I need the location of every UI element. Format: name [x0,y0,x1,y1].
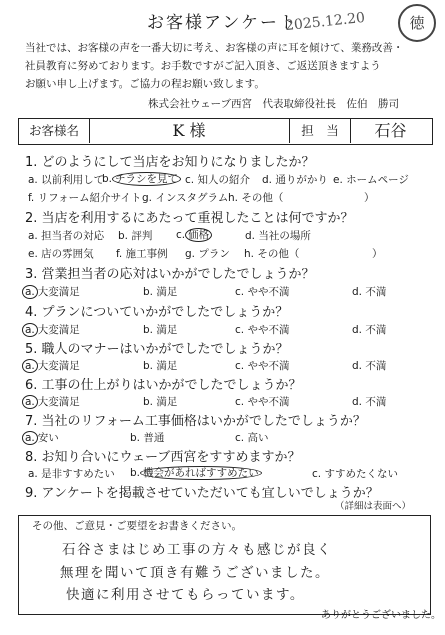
question-3: 3. 営業担当者の応対はいかがでしたでしょうか？ [25,267,315,282]
intro-line-2: 社員教育に努めております。お手数ですがご記入頂き、ご返送頂きますよう [25,60,381,72]
q3-option-d[interactable]: d. 不満 [352,286,387,298]
q1-option-c[interactable]: c. 知人の紹介 [185,174,250,186]
q1-option-b[interactable] [102,172,181,186]
q2-option-c-letter: c. [176,229,186,241]
question-4: 4. プランについていかがでしたでしょうか？ [25,305,289,320]
q3-option-b[interactable]: b. 満足 [143,286,178,298]
question-7: 7. 当社のリフォーム工事価格はいかがでしたでしょうか？ [25,414,366,429]
q7-option-c[interactable]: c. 高い [235,432,269,444]
intro-line-1: 当社では、お客様の声を一番大切に考え、お客様の声に耳を傾けて、業務改善・ [25,42,404,54]
detail-note: （詳細は表面へ） [335,501,412,512]
q2-option-c[interactable] [176,228,212,242]
question-5: 5. 職人のマナーはいかがでしたでしょうか？ [25,342,289,357]
q7-option-a-label: 安い [37,432,59,444]
q2-option-b[interactable]: b. 評判 [118,230,153,242]
q8-option-c[interactable]: c. すすめたくない [312,468,399,480]
customer-name-value[interactable]: K 様 [172,121,206,140]
q3-option-a-label: 大変満足 [37,286,80,298]
q4-selected-mark: a. [22,323,38,337]
q8-option-a[interactable]: a. 是非すすめたい [28,468,115,480]
q5-option-c[interactable]: c. やや不満 [235,360,290,372]
q5-option-a-label: 大変満足 [37,360,80,372]
q2-selected-mark: 価格 [185,228,212,242]
q8-option-b[interactable] [130,466,262,480]
q8-option-b-letter: b. [130,467,141,479]
q2-option-a[interactable]: a. 担当者の対応 [28,230,105,242]
q8-selected-mark: 機会があればすすめたい [140,466,262,480]
q1-option-f[interactable]: f. リフォーム紹介サイト [28,192,142,204]
staff-label: 担 当 [289,119,351,143]
q1-option-h-close: ） [364,192,375,204]
q7-selected-mark: a. [22,431,38,445]
q5-option-d[interactable]: d. 不満 [352,360,387,372]
q1-option-e[interactable]: e. ホームページ [333,174,409,186]
q4-option-a-label: 大変満足 [37,324,80,336]
q6-option-d[interactable]: d. 不満 [352,396,387,408]
question-1: 1. どのようにして当店をお知りになりましたか？ [25,155,315,170]
q2-option-g[interactable]: g. プラン [185,248,230,260]
q2-option-e[interactable]: e. 店の雰囲気 [28,248,94,260]
q4-option-a[interactable] [22,322,80,337]
q1-option-d[interactable]: d. 通りがかり [262,174,328,186]
q2-option-h-close: ） [372,248,383,260]
q1-option-h[interactable]: h. その他（ [228,192,284,204]
staff-value[interactable]: 石谷 [374,121,407,140]
question-6: 6. 工事の仕上がりはいかがでしたでしょうか？ [25,378,302,393]
q5-option-a[interactable] [22,358,80,373]
q6-option-a-label: 大変満足 [37,396,80,408]
q3-option-a[interactable] [22,284,80,299]
q5-option-b[interactable]: b. 満足 [143,360,178,372]
q2-option-f[interactable]: f. 施工事例 [116,248,168,260]
q6-option-a[interactable] [22,394,80,409]
question-9: 9. アンケートを掲載させていただいても宜しいでしょうか？ [25,486,379,501]
q4-option-b[interactable]: b. 満足 [143,324,178,336]
q2-option-d[interactable]: d. 当社の場所 [245,230,311,242]
q6-option-b[interactable]: b. 満足 [143,396,178,408]
q4-option-c[interactable]: c. やや不満 [235,324,290,336]
page-title: お客様アンケート [147,13,298,33]
comment-label: その他、ご意見・ご要望をお書きください。 [32,520,242,532]
question-8: 8. お知り合いにウェーブ西宮をすすめますか？ [25,450,301,465]
q1-selected-mark: チラシを見て [112,172,181,186]
comment-line-1[interactable]: 石谷さまはじめ工事の方々も感じが良く [62,542,332,558]
comment-line-3[interactable]: 快適に利用させてもらっています。 [66,587,305,603]
q3-option-c[interactable]: c. やや不満 [235,286,290,298]
company-signature: 株式会社ウェーブ西宮 代表取締役社長 佐伯 勝司 [148,98,400,110]
q1-option-g[interactable]: g. インスタグラム [142,192,229,204]
seal-stamp: 徳 [398,4,436,42]
customer-info-box [18,118,433,145]
q7-option-b[interactable]: b. 普通 [130,432,165,444]
thank-you-text: ありがとうございました。 [321,610,441,621]
intro-line-3: お願い申し上げます。ご協力の程お願い致します。 [25,78,265,90]
q2-option-h[interactable]: h. その他（ [244,248,300,260]
q6-selected-mark: a. [22,395,38,409]
customer-name-label: お客様名 [19,119,90,143]
q3-selected-mark: a. [22,285,38,299]
comment-line-2[interactable]: 無理を聞いて頂き有難うございました。 [60,565,330,581]
q1-option-a[interactable]: a. 以前利用して [28,174,105,186]
question-2: 2. 当店を利用するにあたって重視したことは何ですか？ [25,211,354,226]
q4-option-d[interactable]: d. 不満 [352,324,387,336]
handwritten-date: 2025.12.20 [284,9,366,35]
q1-option-b-letter: b. [102,173,113,185]
q7-option-a[interactable] [22,430,59,445]
q6-option-c[interactable]: c. やや不満 [235,396,290,408]
q5-selected-mark: a. [22,359,38,373]
